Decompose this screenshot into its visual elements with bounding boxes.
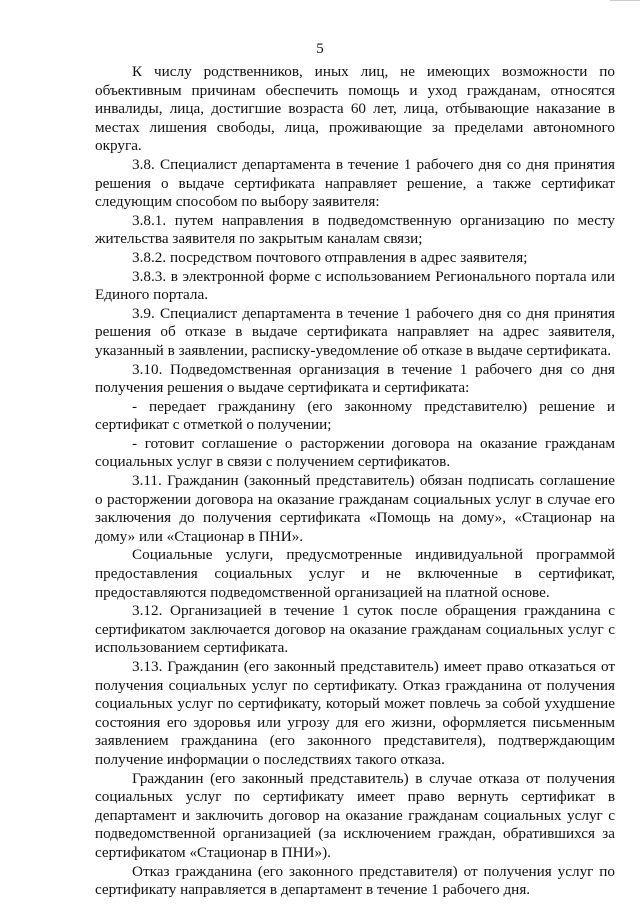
paragraph-refusal-sent: Отказ гражданина (его законного представителя) от получения услуг по сертификату направляется в департамент в течение 1 рабочего дня.: [95, 862, 615, 899]
paragraph-relatives: К числу родственников, иных лиц, не имеющих возможности по объективным причинам обеспечить помощь и уход гражданам, относятся инвалиды, лица, достигшие возраста 60 лет, лица, отбывающие наказание в местах лишения свободы, лица, проживающие за пределами автономного округа.: [95, 63, 615, 155]
paragraph-return-certificate: Гражданин (его законный представитель) в случае отказа от получения социальных услуг по сертификату имеет право вернуть сертификат в департамент и заключить договор на оказание гражданам социальных услуг с подведомственной организацией (за исключением граждан, обратившихся за сертификатом «Стационар в ПНИ»).: [95, 769, 615, 861]
paragraph-3-13: 3.13. Гражданин (его законный представитель) имеет право отказаться от получения социальных услуг по сертификату. Отказ гражданина от получения социальных услуг по сертификату, который может повлечь за собой ухудшение состояния его здоровья или угрозу для его жизни, оформляется письменным заявлением гражданина (его законного представителя), подтверждающим получение информации о последствиях такого отказа.: [95, 658, 615, 768]
paragraph-3-8-1: 3.8.1. путем направления в подведомственную организацию по месту жительства заявителя по закрытым каналам связи;: [95, 211, 615, 248]
list-item-prepare-agreement: - готовит соглашение о расторжении договора на оказание гражданам социальных услуг в связи с получением сертификатов.: [95, 434, 615, 471]
page-number: 5: [316, 41, 324, 57]
paragraph-3-12: 3.12. Организацией в течение 1 суток после обращения гражданина с сертификатом заключается договор на оказание гражданам социальных услуг с использованием сертификата.: [95, 602, 615, 657]
document-body: [95, 63, 615, 900]
paragraph-3-8-2: 3.8.2. посредством почтового отправления в адрес заявителя;: [132, 248, 528, 266]
paragraph-3-9: 3.9. Специалист департамента в течение 1 рабочего дня со дня принятия решения об отказе в выдаче сертификата направляет на адрес заявителя, указанный в заявлении, расписку-уведомление об отказе в выдаче сертификата.: [95, 304, 615, 359]
list-item-transfer: - передает гражданину (его законному представителю) решение и сертификат с отметкой о получении;: [95, 397, 615, 434]
paragraph-3-11: 3.11. Гражданин (законный представитель) обязан подписать соглашение о расторжении договора на оказание гражданам социальных услуг в случае его заключения до получения сертификата «Помощь на дому», «Стационар на дому» или «Стационар в ПНИ».: [95, 472, 615, 545]
page-corner-mark: [610, 0, 640, 4]
paragraph-3-8-3: 3.8.3. в электронной форме с использованием Регионального портала или Единого портала.: [95, 267, 615, 304]
paragraph-3-8: 3.8. Специалист департамента в течение 1 рабочего дня со дня принятия решения о выдаче сертификата направляет решение, а также сертификат следующим способом по выбору заявителя:: [95, 155, 615, 211]
paragraph-3-10: 3.10. Подведомственная организация в течение 1 рабочего дня со дня получения решения о выдаче сертификата и сертификата:: [95, 360, 615, 397]
paragraph-paid-services: Социальные услуги, предусмотренные индивидуальной программой предоставления социальных услуг и не включенные в сертификат, предоставляются подведомственной организацией на платной основе.: [95, 546, 615, 601]
